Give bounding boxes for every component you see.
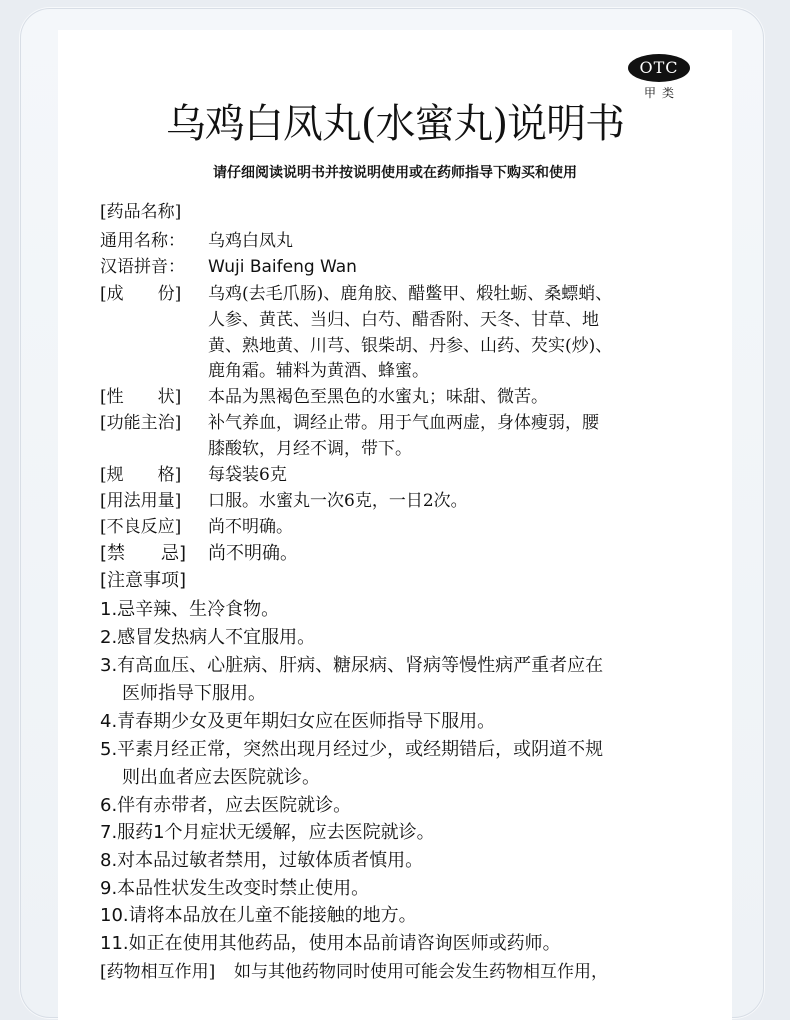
- note-item: 1.忌辛辣、生冷食物。: [100, 599, 280, 620]
- character-label: [性 状]: [100, 387, 182, 407]
- contraindication-label: [禁 忌]: [100, 543, 187, 564]
- interaction-row: [100, 961, 608, 983]
- ingredients-line: 人参、黄芪、当归、白芍、醋香附、天冬、甘草、地: [208, 310, 599, 330]
- note-item: 7.服药1个月症状无缓解，应去医院就诊。: [100, 822, 435, 843]
- generic-name-row: [100, 230, 293, 252]
- generic-name-value: 乌鸡白凤丸: [208, 231, 293, 251]
- otc-badge: OTC: [628, 54, 690, 82]
- note-item: 4.青春期少女及更年期妇女应在医师指导下服用。: [100, 711, 496, 732]
- ingredients-row: [100, 283, 612, 305]
- drug-name-header: [药品名称]: [100, 202, 182, 222]
- spec-value: 每袋装6克: [208, 465, 287, 485]
- spec-label: [规 格]: [100, 465, 182, 485]
- pinyin-label: 汉语拼音：: [100, 257, 185, 277]
- character-row: [100, 386, 548, 408]
- note-item: 9.本品性状发生改变时禁止使用。: [100, 878, 370, 899]
- ingredients-line: 乌鸡(去毛爪肠)、鹿角胶、醋鳖甲、煅牡蛎、桑螵蛸、: [208, 284, 613, 304]
- note-item: 2.感冒发热病人不宜服用。: [100, 627, 316, 648]
- note-item: 10.请将本品放在儿童不能接触的地方。: [100, 905, 417, 926]
- usage-label: [用法用量]: [100, 491, 182, 511]
- adverse-label: [不良反应]: [100, 517, 182, 537]
- function-line: 膝酸软，月经不调，带下。: [208, 439, 412, 459]
- contraindication-row: [100, 543, 298, 565]
- generic-name-label: 通用名称：: [100, 231, 185, 251]
- contraindication-value: 尚不明确。: [208, 543, 298, 564]
- ingredients-label: [成 份]: [100, 284, 182, 304]
- note-item: 8.对本品过敏者禁用，过敏体质者慎用。: [100, 850, 424, 871]
- pinyin-row: [100, 256, 357, 278]
- note-item-continued: 则出血者应去医院就诊。: [122, 767, 320, 788]
- usage-value: 口服。水蜜丸一次6克，一日2次。: [208, 491, 468, 511]
- interaction-label: [药物相互作用]: [100, 962, 216, 982]
- notes-header: [注意事项]: [100, 570, 187, 591]
- function-row: [100, 412, 599, 434]
- function-label: [功能主治]: [100, 413, 182, 433]
- spec-row: [100, 464, 287, 486]
- pinyin-value: Wuji Baifeng Wan: [208, 257, 357, 277]
- note-item: 6.伴有赤带者，应去医院就诊。: [100, 795, 352, 816]
- function-line: 补气养血，调经止带。用于气血两虚，身体瘦弱，腰: [208, 413, 599, 433]
- otc-class-label: 甲类: [643, 86, 680, 100]
- ingredients-line: 黄、熟地黄、川芎、银柴胡、丹参、山药、芡实(炒)、: [208, 336, 613, 356]
- note-item: 3.有高血压、心脏病、肝病、糖尿病、肾病等慢性病严重者应在: [100, 655, 604, 676]
- note-item: 11.如正在使用其他药品，使用本品前请咨询医师或药师。: [100, 933, 561, 954]
- ingredients-line: 鹿角霜。辅料为黄酒、蜂蜜。: [208, 361, 429, 381]
- note-item-continued: 医师指导下服用。: [122, 683, 266, 704]
- adverse-row: [100, 516, 293, 538]
- document-subtitle: 请仔细阅读说明书并按说明使用或在药师指导下购买和使用: [213, 165, 577, 181]
- usage-row: [100, 490, 468, 512]
- note-item: 5.平素月经正常，突然出现月经过少，或经期错后，或阴道不规: [100, 739, 604, 760]
- character-value: 本品为黑褐色至黑色的水蜜丸；味甜、微苦。: [208, 387, 548, 407]
- adverse-value: 尚不明确。: [208, 517, 293, 537]
- interaction-value: 如与其他药物同时使用可能会发生药物相互作用，: [234, 962, 608, 982]
- document-title: 乌鸡白凤丸(水蜜丸)说明书: [165, 101, 625, 147]
